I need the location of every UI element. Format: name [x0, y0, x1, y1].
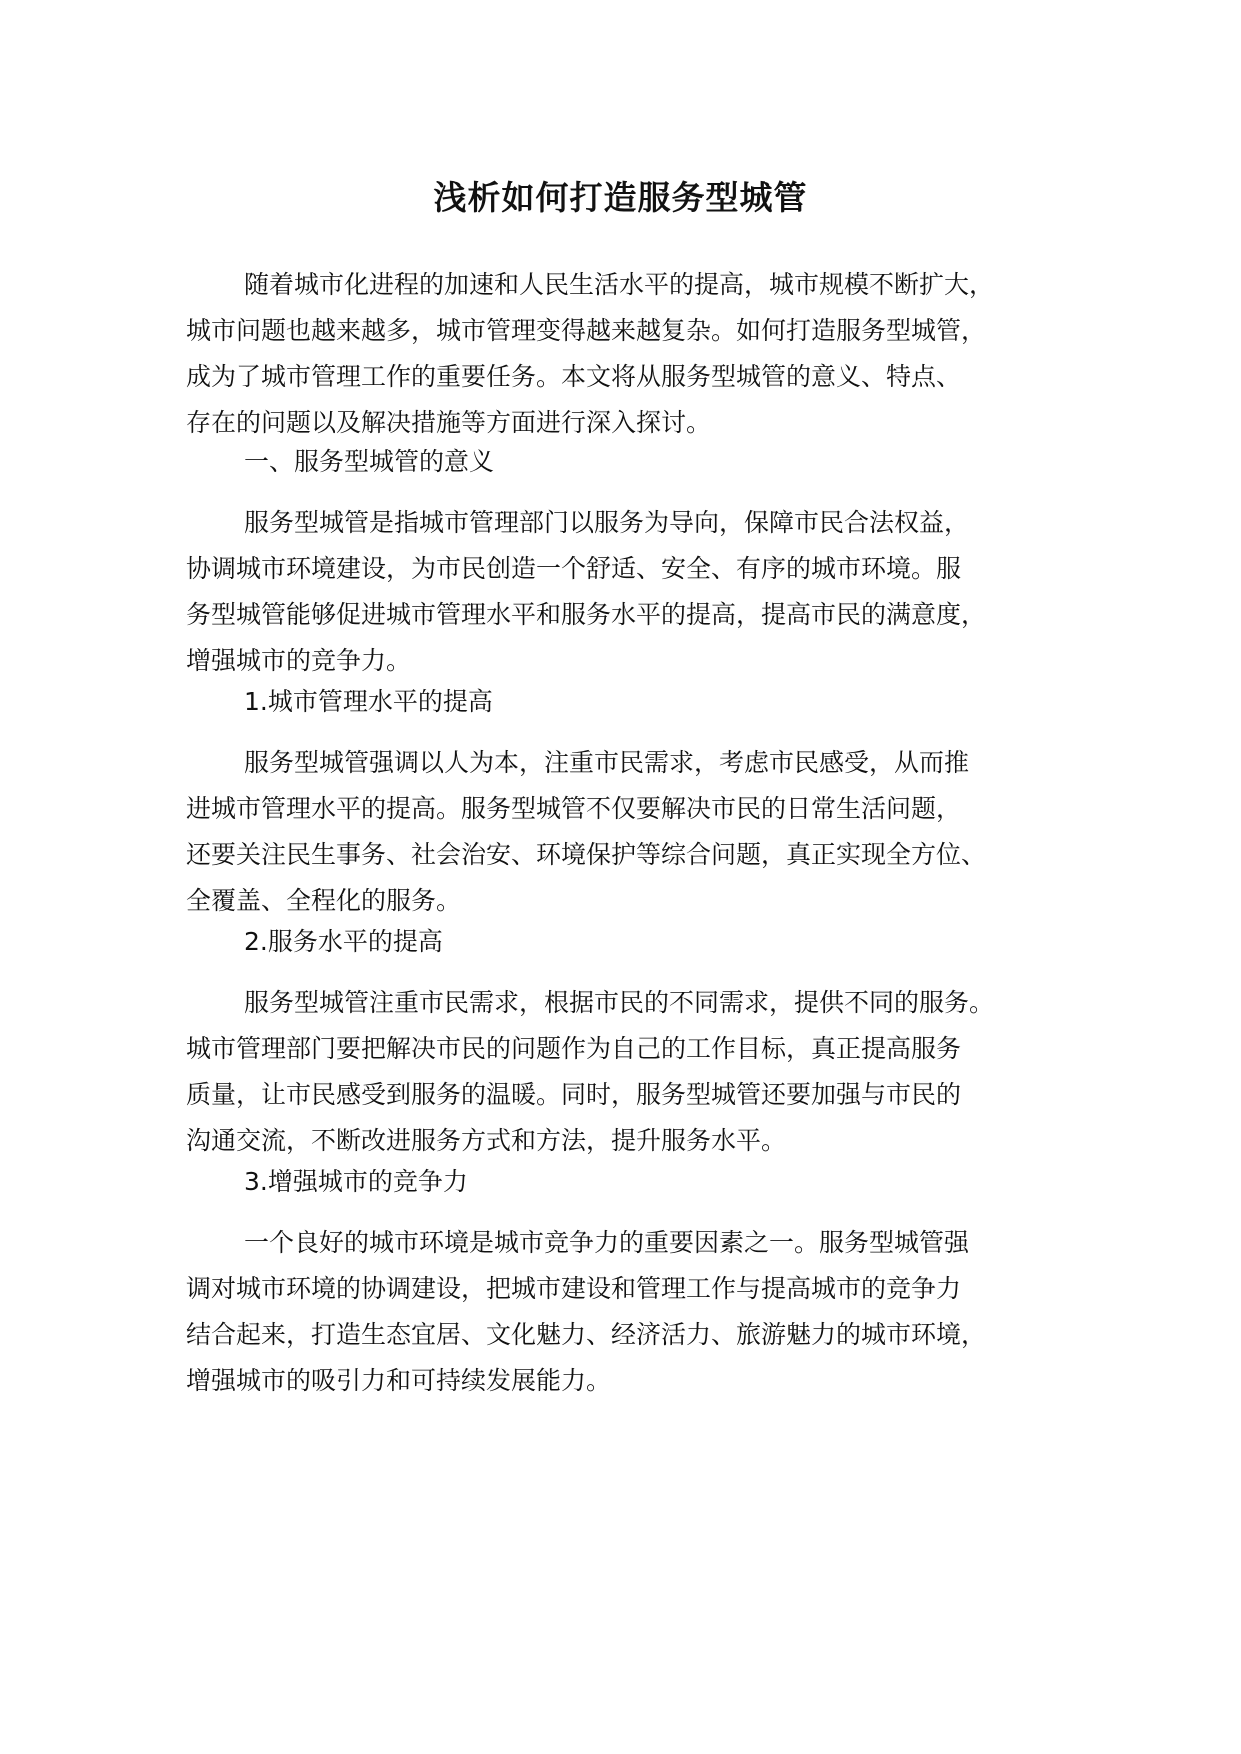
paragraph-line: 一个良好的城市环境是城市竞争力的重要因素之一。服务型城管强	[244, 1228, 970, 1257]
paragraph-line: 服务型城管是指城市管理部门以服务为导向，保障市民合法权益，	[244, 508, 970, 537]
intro-paragraph	[186, 262, 1086, 446]
meaning-paragraph	[186, 500, 1086, 684]
paragraph-line: 还要关注民生事务、社会治安、环境保护等综合问题，真正实现全方位、	[186, 840, 987, 869]
subsection-heading: 1.城市管理水平的提高	[244, 687, 493, 716]
paragraph-line: 务型城管能够促进城市管理水平和服务水平的提高，提高市民的满意度，	[186, 600, 987, 629]
paragraph-line: 全覆盖、全程化的服务。	[186, 886, 462, 915]
document-title: 浅析如何打造服务型城管	[433, 178, 808, 217]
subsection-heading: 2.服务水平的提高	[244, 927, 443, 956]
paragraph-line: 城市管理部门要把解决市民的问题作为自己的工作目标，真正提高服务	[186, 1034, 962, 1063]
paragraph-line: 增强城市的竞争力。	[186, 646, 412, 675]
subsection-heading-management	[186, 679, 1086, 725]
paragraph-line: 成为了城市管理工作的重要任务。本文将从服务型城管的意义、特点、	[186, 362, 962, 391]
paragraph-line: 进城市管理水平的提高。服务型城管不仅要解决市民的日常生活问题，	[186, 794, 962, 823]
management-paragraph	[186, 740, 1086, 924]
paragraph-line: 服务型城管强调以人为本，注重市民需求，考虑市民感受，从而推	[244, 748, 970, 777]
competitiveness-paragraph	[186, 1220, 1086, 1404]
subsection-heading-competitiveness	[186, 1159, 1086, 1205]
paragraph-line: 沟通交流，不断改进服务方式和方法，提升服务水平。	[186, 1126, 787, 1155]
paragraph-line: 结合起来，打造生态宜居、文化魅力、经济活力、旅游魅力的城市环境，	[186, 1320, 987, 1349]
service-paragraph	[186, 980, 1086, 1164]
section-heading: 一、服务型城管的意义	[244, 447, 495, 476]
paragraph-line: 质量，让市民感受到服务的温暖。同时，服务型城管还要加强与市民的	[186, 1080, 962, 1109]
paragraph-line: 城市问题也越来越多，城市管理变得越来越复杂。如何打造服务型城管，	[186, 316, 987, 345]
paragraph-line: 调对城市环境的协调建设，把城市建设和管理工作与提高城市的竞争力	[186, 1274, 962, 1303]
subsection-heading-service	[186, 919, 1086, 965]
paragraph-line: 增强城市的吸引力和可持续发展能力。	[186, 1366, 612, 1395]
paragraph-line: 协调城市环境建设，为市民创造一个舒适、安全、有序的城市环境。服	[186, 554, 962, 583]
paragraph-line: 服务型城管注重市民需求，根据市民的不同需求，提供不同的服务。	[244, 988, 995, 1017]
paragraph-line: 存在的问题以及解决措施等方面进行深入探讨。	[186, 408, 712, 437]
paragraph-line: 随着城市化进程的加速和人民生活水平的提高，城市规模不断扩大，	[244, 270, 995, 299]
section-heading-meaning	[186, 439, 1086, 485]
subsection-heading: 3.增强城市的竞争力	[244, 1167, 468, 1196]
